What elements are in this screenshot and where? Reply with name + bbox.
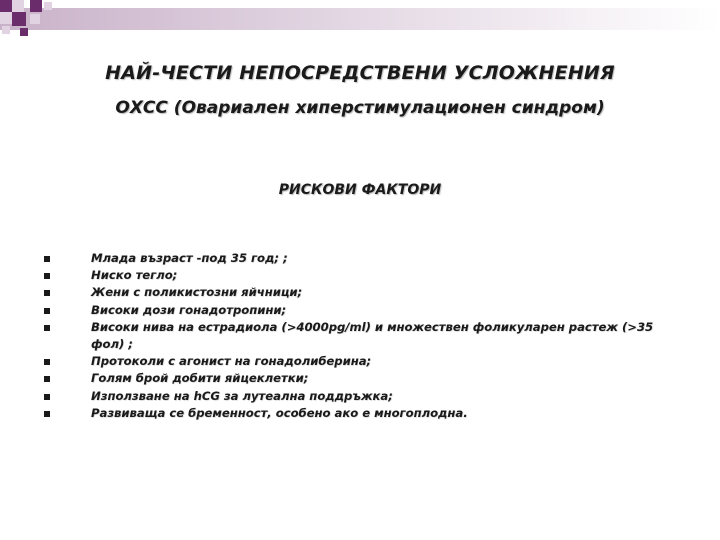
- deco-square-9: [44, 2, 52, 10]
- list-item-text: Протоколи с агонист на гонадолиберина;: [91, 354, 372, 369]
- slide-subtitle: ОХСС (Овариален хиперстимулационен синдром): [115, 98, 605, 118]
- deco-square-2: [12, 0, 24, 12]
- list-item: [44, 250, 684, 267]
- list-item: [44, 319, 684, 353]
- header-gradient-bar: [0, 8, 720, 30]
- square-bullet-icon: [44, 273, 50, 279]
- list-item: [44, 388, 684, 405]
- deco-square-7: [20, 28, 28, 36]
- slide-title: НАЙ-ЧЕСТИ НЕПОСРЕДСТВЕНИ УСЛОЖНЕНИЯ: [105, 62, 615, 84]
- list-item-text: Използване на hCG за лутеална поддръжка;: [91, 388, 393, 403]
- square-bullet-icon: [44, 256, 50, 262]
- deco-square-4: [0, 12, 12, 24]
- list-item: [44, 284, 684, 301]
- square-bullet-icon: [44, 411, 50, 417]
- list-item-text: Ниско тегло;: [91, 268, 178, 283]
- list-item-text: Млада възраст -под 35 год; ;: [91, 251, 288, 265]
- decorative-header: [0, 0, 720, 60]
- deco-square-5: [12, 12, 26, 26]
- deco-square-3: [30, 0, 42, 12]
- decorative-squares-graphic: [0, 0, 720, 60]
- list-item-text: Високи дози гонадотропини;: [91, 302, 287, 317]
- square-bullet-icon: [44, 325, 50, 331]
- risk-factors-list: [44, 250, 684, 422]
- square-bullet-icon: [44, 394, 50, 400]
- deco-square-6: [2, 26, 10, 34]
- list-item: [44, 302, 684, 319]
- deco-square-8: [30, 14, 40, 24]
- list-item-text: Жени с поликистозни яйчници;: [91, 285, 303, 300]
- square-bullet-icon: [44, 290, 50, 296]
- square-bullet-icon: [44, 376, 50, 382]
- deco-square-1: [0, 0, 12, 12]
- square-bullet-icon: [44, 308, 50, 314]
- list-item-text: Развиваща се бременност, особено ако е многоплодна.: [91, 405, 468, 420]
- list-item: [44, 353, 684, 370]
- list-item: [44, 405, 684, 422]
- list-item: [44, 267, 684, 284]
- square-bullet-icon: [44, 359, 50, 365]
- list-item: [44, 370, 684, 387]
- section-heading: РИСКОВИ ФАКТОРИ: [278, 182, 442, 198]
- list-item-text: Голям брой добити яйцеклетки;: [91, 371, 309, 386]
- list-item-text: Високи нива на естрадиола (>4000pg/ml) и множествен фоликуларен растеж (>35 фол) ;: [91, 319, 654, 352]
